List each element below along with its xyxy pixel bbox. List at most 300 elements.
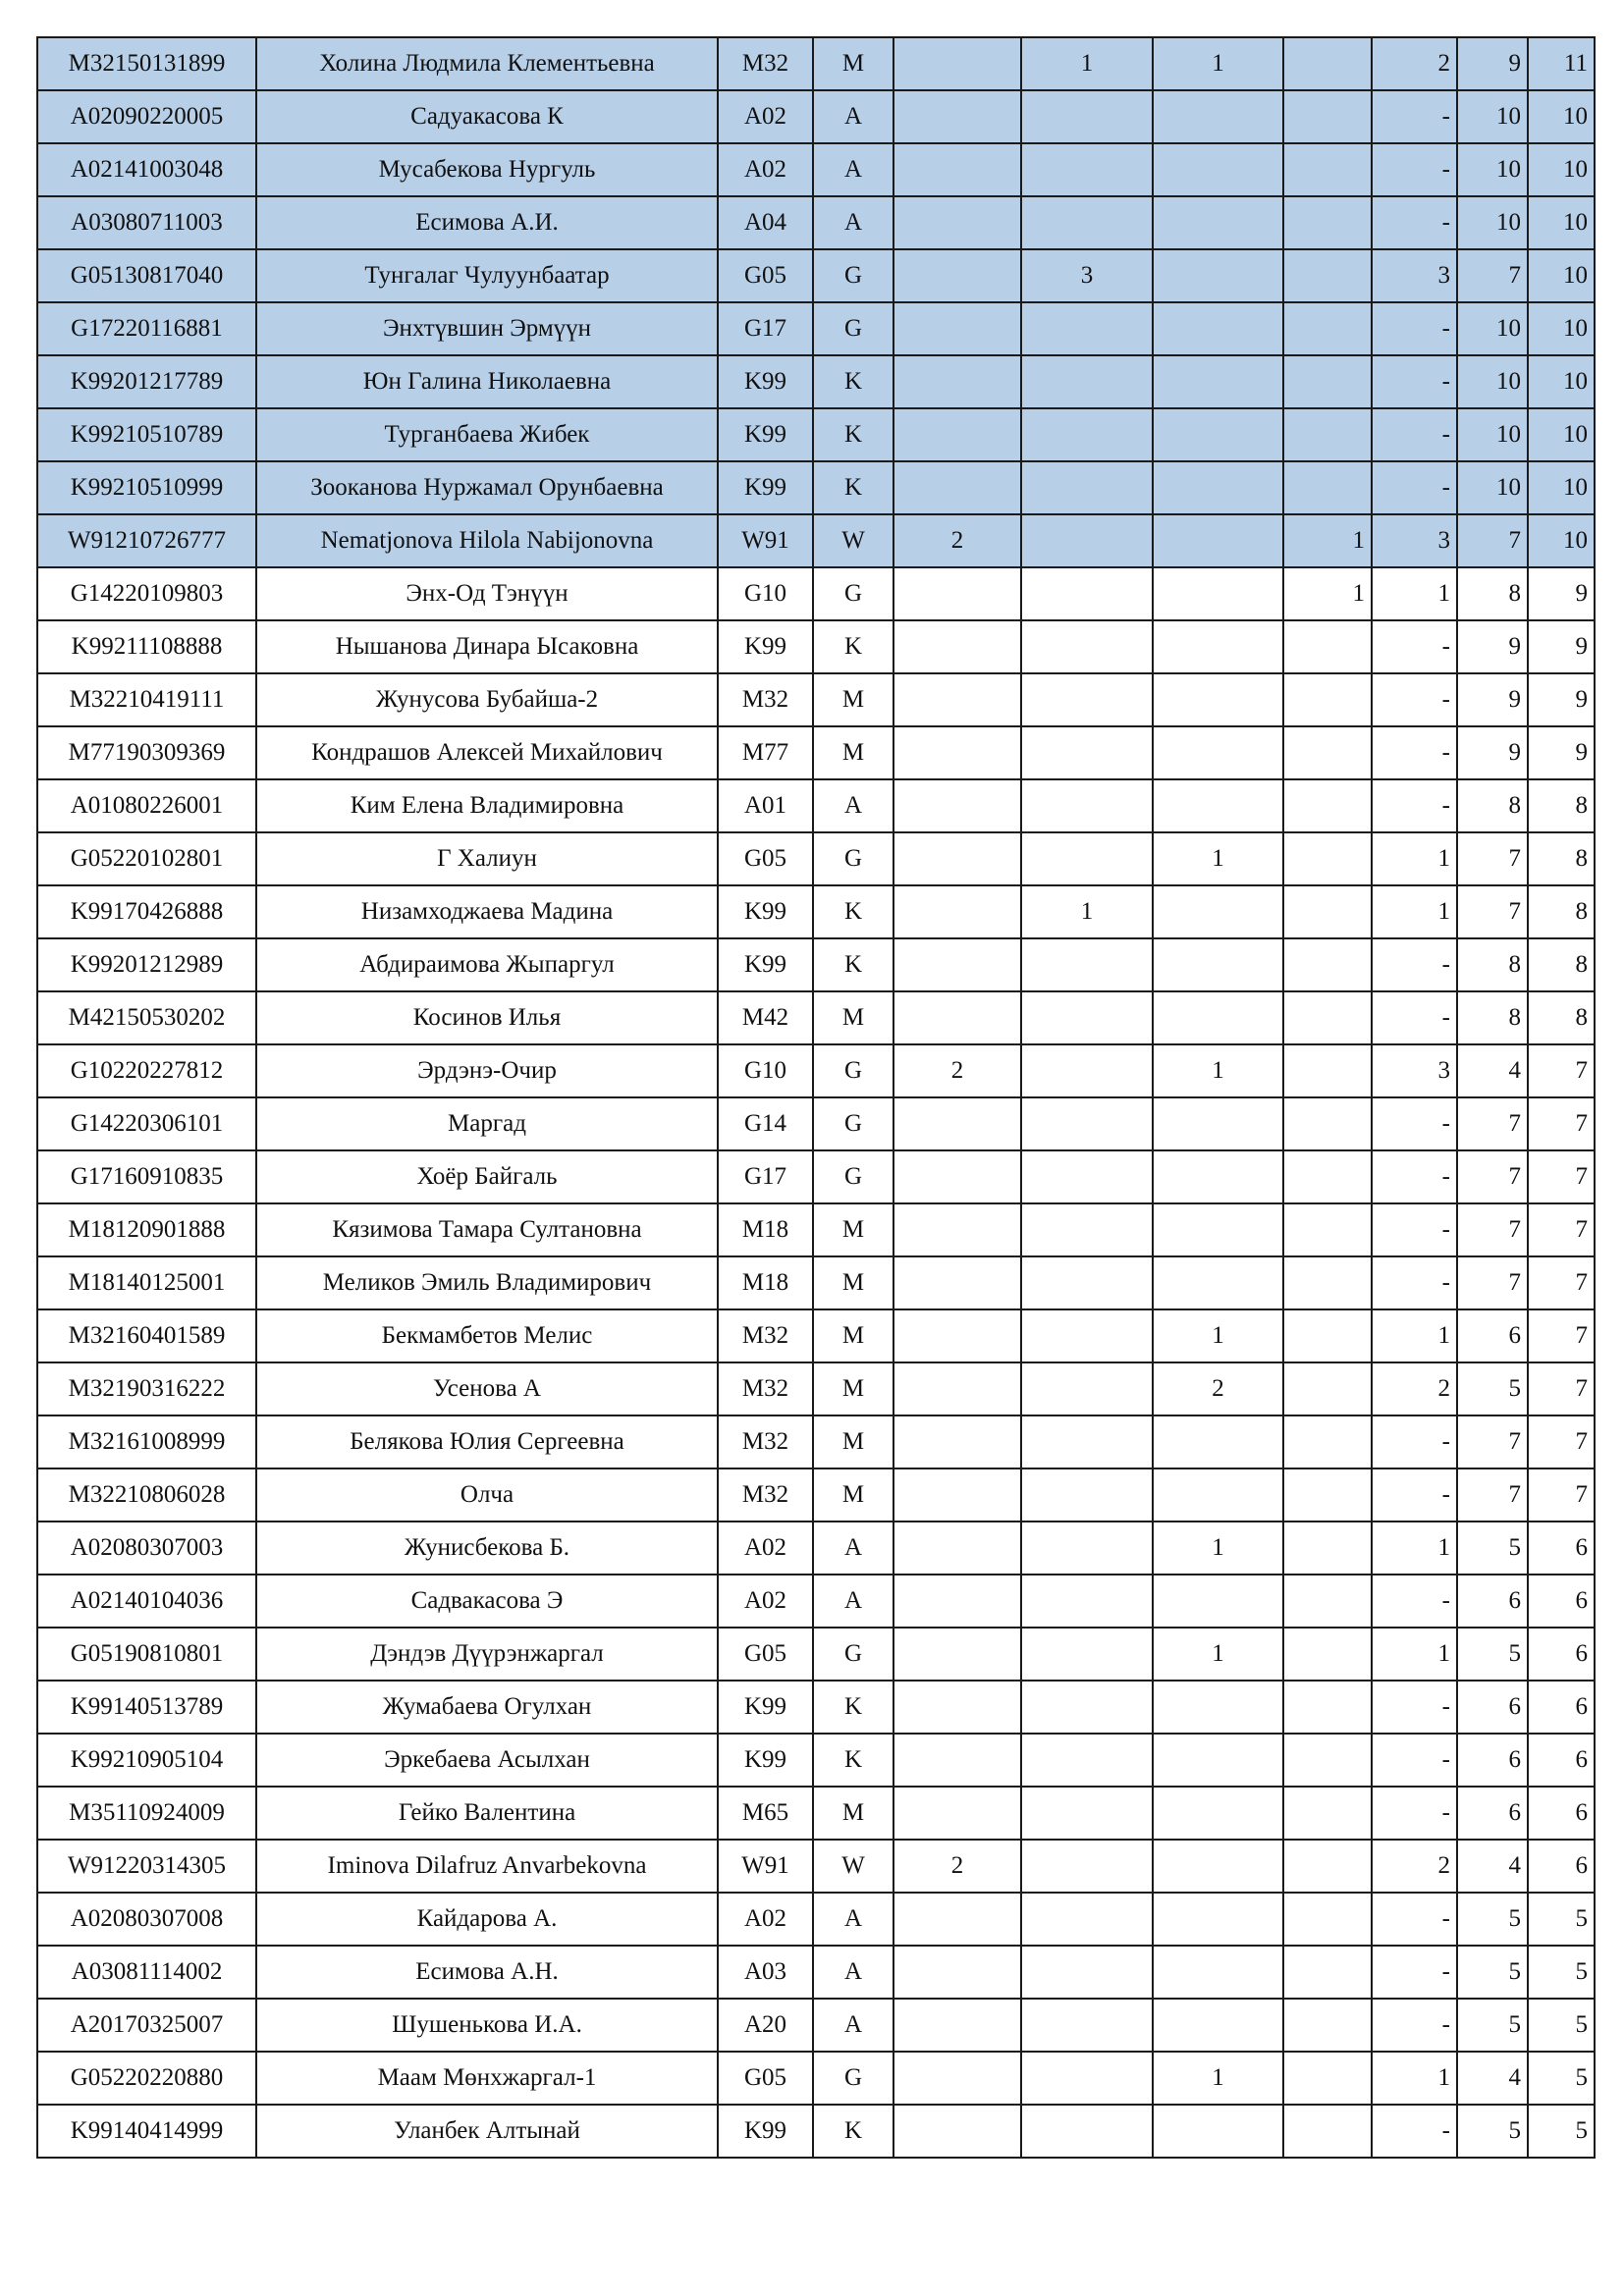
score-col-1-cell — [893, 1362, 1021, 1415]
score-col-4-cell — [1283, 1150, 1372, 1203]
total-cell: 7 — [1528, 1203, 1595, 1256]
table-row — [37, 567, 1595, 620]
group-cell: M65 — [718, 1787, 813, 1840]
score-col-4-cell — [1283, 90, 1372, 143]
group-cell: A02 — [718, 1575, 813, 1628]
subtotal-cell: - — [1372, 673, 1457, 726]
table-row — [37, 461, 1595, 514]
subtotal-cell: 2 — [1372, 1840, 1457, 1893]
region-cell: A — [813, 1575, 893, 1628]
score-col-2-cell: 1 — [1021, 885, 1153, 938]
id-cell: K99170426888 — [37, 885, 256, 938]
table-row — [37, 726, 1595, 779]
name-cell: Нышанова Динара Ысаковна — [256, 620, 718, 673]
score-col-2-cell — [1021, 832, 1153, 885]
points-cell: 4 — [1457, 2052, 1528, 2105]
score-col-3-cell — [1153, 1150, 1283, 1203]
total-cell: 6 — [1528, 1522, 1595, 1575]
subtotal-cell: - — [1372, 302, 1457, 355]
region-cell: G — [813, 1150, 893, 1203]
points-cell: 5 — [1457, 1893, 1528, 1946]
name-cell: Есимова А.Н. — [256, 1946, 718, 1999]
score-col-1-cell — [893, 726, 1021, 779]
subtotal-cell: 2 — [1372, 1362, 1457, 1415]
id-cell: K99201212989 — [37, 938, 256, 991]
id-cell: K99210905104 — [37, 1734, 256, 1787]
score-col-3-cell — [1153, 1575, 1283, 1628]
name-cell: Эрдэнэ-Очир — [256, 1044, 718, 1097]
score-col-3-cell — [1153, 1415, 1283, 1468]
region-cell: K — [813, 1681, 893, 1734]
id-cell: M42150530202 — [37, 991, 256, 1044]
group-cell: M77 — [718, 726, 813, 779]
score-col-2-cell — [1021, 1734, 1153, 1787]
subtotal-cell: 1 — [1372, 1628, 1457, 1681]
score-col-1-cell — [893, 991, 1021, 1044]
group-cell: K99 — [718, 2105, 813, 2158]
id-cell: M18120901888 — [37, 1203, 256, 1256]
points-cell: 5 — [1457, 1522, 1528, 1575]
score-col-1-cell — [893, 620, 1021, 673]
table-row — [37, 885, 1595, 938]
score-col-3-cell: 1 — [1153, 1309, 1283, 1362]
group-cell: K99 — [718, 408, 813, 461]
table-row — [37, 991, 1595, 1044]
id-cell: G05220102801 — [37, 832, 256, 885]
table-row — [37, 1999, 1595, 2052]
id-cell: K99140513789 — [37, 1681, 256, 1734]
score-col-1-cell — [893, 938, 1021, 991]
table-row — [37, 249, 1595, 302]
name-cell: Олча — [256, 1468, 718, 1522]
total-cell: 7 — [1528, 1044, 1595, 1097]
group-cell: M42 — [718, 991, 813, 1044]
score-col-2-cell — [1021, 1840, 1153, 1893]
points-cell: 10 — [1457, 90, 1528, 143]
score-col-4-cell — [1283, 1468, 1372, 1522]
id-cell: A20170325007 — [37, 1999, 256, 2052]
score-col-3-cell: 2 — [1153, 1362, 1283, 1415]
score-col-3-cell — [1153, 1999, 1283, 2052]
score-col-1-cell — [893, 1150, 1021, 1203]
points-cell: 7 — [1457, 249, 1528, 302]
points-cell: 5 — [1457, 2105, 1528, 2158]
points-cell: 6 — [1457, 1575, 1528, 1628]
score-col-4-cell — [1283, 991, 1372, 1044]
score-col-3-cell — [1153, 1787, 1283, 1840]
region-cell: A — [813, 1999, 893, 2052]
total-cell: 10 — [1528, 302, 1595, 355]
table-row — [37, 37, 1595, 90]
group-cell: G05 — [718, 832, 813, 885]
id-cell: A02140104036 — [37, 1575, 256, 1628]
score-col-2-cell — [1021, 1362, 1153, 1415]
id-cell: K99140414999 — [37, 2105, 256, 2158]
id-cell: G05220220880 — [37, 2052, 256, 2105]
name-cell: Турганбаева Жибек — [256, 408, 718, 461]
region-cell: G — [813, 1097, 893, 1150]
score-col-2-cell — [1021, 2052, 1153, 2105]
score-col-1-cell — [893, 1415, 1021, 1468]
score-col-2-cell — [1021, 514, 1153, 567]
total-cell: 6 — [1528, 1734, 1595, 1787]
group-cell: M32 — [718, 1468, 813, 1522]
score-col-2-cell — [1021, 1256, 1153, 1309]
total-cell: 8 — [1528, 991, 1595, 1044]
score-col-2-cell — [1021, 1575, 1153, 1628]
group-cell: K99 — [718, 620, 813, 673]
region-cell: A — [813, 143, 893, 196]
total-cell: 10 — [1528, 514, 1595, 567]
group-cell: A02 — [718, 90, 813, 143]
subtotal-cell: 1 — [1372, 832, 1457, 885]
score-col-2-cell — [1021, 991, 1153, 1044]
points-cell: 7 — [1457, 1468, 1528, 1522]
points-cell: 7 — [1457, 1415, 1528, 1468]
name-cell: Шушенькова И.А. — [256, 1999, 718, 2052]
table-row — [37, 355, 1595, 408]
total-cell: 8 — [1528, 832, 1595, 885]
name-cell: Маам Мөнхжаргал-1 — [256, 2052, 718, 2105]
total-cell: 5 — [1528, 1893, 1595, 1946]
subtotal-cell: - — [1372, 1946, 1457, 1999]
score-col-1-cell — [893, 1309, 1021, 1362]
region-cell: A — [813, 1522, 893, 1575]
score-col-2-cell — [1021, 1468, 1153, 1522]
score-col-1-cell — [893, 1734, 1021, 1787]
score-col-1-cell — [893, 37, 1021, 90]
id-cell: M32190316222 — [37, 1362, 256, 1415]
id-cell: G14220109803 — [37, 567, 256, 620]
subtotal-cell: - — [1372, 938, 1457, 991]
points-cell: 5 — [1457, 1946, 1528, 1999]
points-cell: 6 — [1457, 1734, 1528, 1787]
name-cell: Юн Галина Николаевна — [256, 355, 718, 408]
score-col-3-cell — [1153, 1681, 1283, 1734]
points-cell: 5 — [1457, 1999, 1528, 2052]
score-col-2-cell — [1021, 1787, 1153, 1840]
score-col-4-cell: 1 — [1283, 567, 1372, 620]
total-cell: 7 — [1528, 1256, 1595, 1309]
total-cell: 6 — [1528, 1575, 1595, 1628]
score-col-3-cell: 1 — [1153, 1044, 1283, 1097]
name-cell: Низамходжаева Мадина — [256, 885, 718, 938]
total-cell: 8 — [1528, 779, 1595, 832]
score-col-4-cell — [1283, 1787, 1372, 1840]
table-row — [37, 143, 1595, 196]
id-cell: G14220306101 — [37, 1097, 256, 1150]
score-col-2-cell — [1021, 1203, 1153, 1256]
score-col-2-cell — [1021, 1999, 1153, 2052]
score-col-1-cell — [893, 461, 1021, 514]
table-row — [37, 514, 1595, 567]
score-col-1-cell — [893, 302, 1021, 355]
points-cell: 9 — [1457, 673, 1528, 726]
points-cell: 8 — [1457, 991, 1528, 1044]
name-cell: Энх-Од Тэнүүн — [256, 567, 718, 620]
table-row — [37, 1415, 1595, 1468]
score-col-2-cell — [1021, 355, 1153, 408]
name-cell: Косинов Илья — [256, 991, 718, 1044]
score-col-4-cell — [1283, 461, 1372, 514]
score-col-2-cell — [1021, 779, 1153, 832]
group-cell: A20 — [718, 1999, 813, 2052]
score-col-1-cell: 2 — [893, 514, 1021, 567]
group-cell: G05 — [718, 2052, 813, 2105]
score-col-4-cell — [1283, 1522, 1372, 1575]
points-cell: 10 — [1457, 196, 1528, 249]
score-col-3-cell — [1153, 143, 1283, 196]
score-col-1-cell — [893, 673, 1021, 726]
id-cell: A03081114002 — [37, 1946, 256, 1999]
group-cell: A02 — [718, 1522, 813, 1575]
id-cell: M32150131899 — [37, 37, 256, 90]
region-cell: M — [813, 726, 893, 779]
total-cell: 5 — [1528, 1946, 1595, 1999]
total-cell: 8 — [1528, 938, 1595, 991]
points-cell: 7 — [1457, 885, 1528, 938]
score-col-4-cell — [1283, 408, 1372, 461]
table-row — [37, 673, 1595, 726]
points-cell: 7 — [1457, 832, 1528, 885]
total-cell: 10 — [1528, 90, 1595, 143]
table-row — [37, 1468, 1595, 1522]
subtotal-cell: - — [1372, 726, 1457, 779]
name-cell: Хоёр Байгаль — [256, 1150, 718, 1203]
table-row — [37, 90, 1595, 143]
score-col-2-cell — [1021, 302, 1153, 355]
points-cell: 10 — [1457, 355, 1528, 408]
score-col-3-cell: 1 — [1153, 1522, 1283, 1575]
subtotal-cell: - — [1372, 1575, 1457, 1628]
score-col-4-cell — [1283, 2105, 1372, 2158]
subtotal-cell: - — [1372, 1787, 1457, 1840]
subtotal-cell: - — [1372, 196, 1457, 249]
score-col-3-cell — [1153, 938, 1283, 991]
name-cell: Дэндэв Дүүрэнжаргал — [256, 1628, 718, 1681]
score-col-1-cell — [893, 779, 1021, 832]
score-col-1-cell: 2 — [893, 1840, 1021, 1893]
score-col-3-cell — [1153, 249, 1283, 302]
id-cell: K99210510789 — [37, 408, 256, 461]
table-row — [37, 1893, 1595, 1946]
points-cell: 10 — [1457, 302, 1528, 355]
points-cell: 6 — [1457, 1309, 1528, 1362]
score-col-1-cell — [893, 1097, 1021, 1150]
score-col-3-cell: 1 — [1153, 37, 1283, 90]
score-col-4-cell — [1283, 1575, 1372, 1628]
subtotal-cell: - — [1372, 1734, 1457, 1787]
table-row — [37, 1256, 1595, 1309]
subtotal-cell: 3 — [1372, 249, 1457, 302]
score-col-4-cell — [1283, 1946, 1372, 1999]
table-row — [37, 938, 1595, 991]
total-cell: 5 — [1528, 2052, 1595, 2105]
subtotal-cell: - — [1372, 461, 1457, 514]
score-col-4-cell — [1283, 1681, 1372, 1734]
table-row — [37, 779, 1595, 832]
name-cell: Iminova Dilafruz Anvarbekovna — [256, 1840, 718, 1893]
total-cell: 10 — [1528, 143, 1595, 196]
score-col-3-cell — [1153, 514, 1283, 567]
points-cell: 5 — [1457, 1628, 1528, 1681]
score-col-2-cell — [1021, 1150, 1153, 1203]
score-col-1-cell — [893, 90, 1021, 143]
id-cell: M32210419111 — [37, 673, 256, 726]
table-row — [37, 1150, 1595, 1203]
score-col-4-cell — [1283, 885, 1372, 938]
score-col-1-cell — [893, 355, 1021, 408]
table-row — [37, 302, 1595, 355]
score-col-2-cell — [1021, 938, 1153, 991]
name-cell: Гейко Валентина — [256, 1787, 718, 1840]
score-col-2-cell — [1021, 90, 1153, 143]
score-col-2-cell — [1021, 1044, 1153, 1097]
score-col-4-cell — [1283, 726, 1372, 779]
score-col-2-cell — [1021, 567, 1153, 620]
table-row — [37, 2052, 1595, 2105]
points-cell: 8 — [1457, 938, 1528, 991]
region-cell: K — [813, 1734, 893, 1787]
total-cell: 9 — [1528, 620, 1595, 673]
results-table-body — [37, 37, 1595, 2158]
name-cell: Жунусова Бубайша-2 — [256, 673, 718, 726]
table-row — [37, 1097, 1595, 1150]
group-cell: K99 — [718, 461, 813, 514]
id-cell: A03080711003 — [37, 196, 256, 249]
id-cell: G10220227812 — [37, 1044, 256, 1097]
points-cell: 10 — [1457, 143, 1528, 196]
group-cell: G05 — [718, 1628, 813, 1681]
score-col-2-cell — [1021, 1309, 1153, 1362]
table-row — [37, 1309, 1595, 1362]
results-table — [36, 36, 1596, 2159]
total-cell: 7 — [1528, 1150, 1595, 1203]
subtotal-cell: - — [1372, 779, 1457, 832]
group-cell: A02 — [718, 143, 813, 196]
region-cell: G — [813, 567, 893, 620]
table-row — [37, 408, 1595, 461]
score-col-1-cell — [893, 1999, 1021, 2052]
points-cell: 6 — [1457, 1681, 1528, 1734]
score-col-3-cell — [1153, 1893, 1283, 1946]
score-col-4-cell — [1283, 196, 1372, 249]
score-col-1-cell — [893, 2105, 1021, 2158]
table-row — [37, 2105, 1595, 2158]
region-cell: M — [813, 673, 893, 726]
subtotal-cell: - — [1372, 143, 1457, 196]
subtotal-cell: - — [1372, 991, 1457, 1044]
score-col-2-cell — [1021, 2105, 1153, 2158]
score-col-4-cell — [1283, 1734, 1372, 1787]
table-row — [37, 1575, 1595, 1628]
score-col-4-cell — [1283, 302, 1372, 355]
score-col-3-cell — [1153, 1840, 1283, 1893]
score-col-4-cell — [1283, 938, 1372, 991]
total-cell: 6 — [1528, 1681, 1595, 1734]
name-cell: Садвакасова Э — [256, 1575, 718, 1628]
score-col-2-cell — [1021, 196, 1153, 249]
group-cell: W91 — [718, 1840, 813, 1893]
region-cell: G — [813, 2052, 893, 2105]
name-cell: Мусабекова Нургуль — [256, 143, 718, 196]
score-col-1-cell: 2 — [893, 1044, 1021, 1097]
score-col-3-cell — [1153, 1203, 1283, 1256]
table-row — [37, 1044, 1595, 1097]
name-cell: Жумабаева Огулхан — [256, 1681, 718, 1734]
region-cell: G — [813, 302, 893, 355]
total-cell: 7 — [1528, 1415, 1595, 1468]
id-cell: A02080307008 — [37, 1893, 256, 1946]
group-cell: G10 — [718, 567, 813, 620]
score-col-1-cell — [893, 1681, 1021, 1734]
score-col-4-cell — [1283, 1256, 1372, 1309]
score-col-1-cell — [893, 2052, 1021, 2105]
id-cell: W91220314305 — [37, 1840, 256, 1893]
score-col-1-cell — [893, 143, 1021, 196]
score-col-1-cell — [893, 196, 1021, 249]
id-cell: G17220116881 — [37, 302, 256, 355]
score-col-3-cell — [1153, 1256, 1283, 1309]
region-cell: G — [813, 832, 893, 885]
table-row — [37, 1681, 1595, 1734]
region-cell: M — [813, 1362, 893, 1415]
region-cell: M — [813, 1415, 893, 1468]
region-cell: A — [813, 90, 893, 143]
id-cell: M32161008999 — [37, 1415, 256, 1468]
score-col-1-cell — [893, 1628, 1021, 1681]
id-cell: A02080307003 — [37, 1522, 256, 1575]
table-row — [37, 1522, 1595, 1575]
name-cell: Кондрашов Алексей Михайлович — [256, 726, 718, 779]
region-cell: M — [813, 1203, 893, 1256]
score-col-1-cell — [893, 249, 1021, 302]
subtotal-cell: - — [1372, 1203, 1457, 1256]
score-col-3-cell — [1153, 90, 1283, 143]
score-col-4-cell — [1283, 1893, 1372, 1946]
score-col-4-cell — [1283, 779, 1372, 832]
group-cell: G14 — [718, 1097, 813, 1150]
name-cell: Холина Людмила Клементьевна — [256, 37, 718, 90]
score-col-3-cell — [1153, 302, 1283, 355]
subtotal-cell: - — [1372, 1681, 1457, 1734]
score-col-1-cell — [893, 1787, 1021, 1840]
name-cell: Г Халиун — [256, 832, 718, 885]
score-col-3-cell — [1153, 726, 1283, 779]
score-col-3-cell — [1153, 1946, 1283, 1999]
total-cell: 8 — [1528, 885, 1595, 938]
subtotal-cell: 1 — [1372, 2052, 1457, 2105]
score-col-4-cell — [1283, 1415, 1372, 1468]
id-cell: A02090220005 — [37, 90, 256, 143]
subtotal-cell: - — [1372, 1893, 1457, 1946]
points-cell: 4 — [1457, 1840, 1528, 1893]
name-cell: Абдираимова Жыпаргул — [256, 938, 718, 991]
id-cell: A01080226001 — [37, 779, 256, 832]
score-col-1-cell — [893, 1256, 1021, 1309]
total-cell: 10 — [1528, 196, 1595, 249]
score-col-2-cell: 3 — [1021, 249, 1153, 302]
id-cell: K99201217789 — [37, 355, 256, 408]
region-cell: K — [813, 885, 893, 938]
total-cell: 7 — [1528, 1309, 1595, 1362]
score-col-4-cell — [1283, 1097, 1372, 1150]
points-cell: 6 — [1457, 1787, 1528, 1840]
score-col-3-cell: 1 — [1153, 832, 1283, 885]
region-cell: M — [813, 1787, 893, 1840]
table-row — [37, 832, 1595, 885]
score-col-3-cell — [1153, 1468, 1283, 1522]
